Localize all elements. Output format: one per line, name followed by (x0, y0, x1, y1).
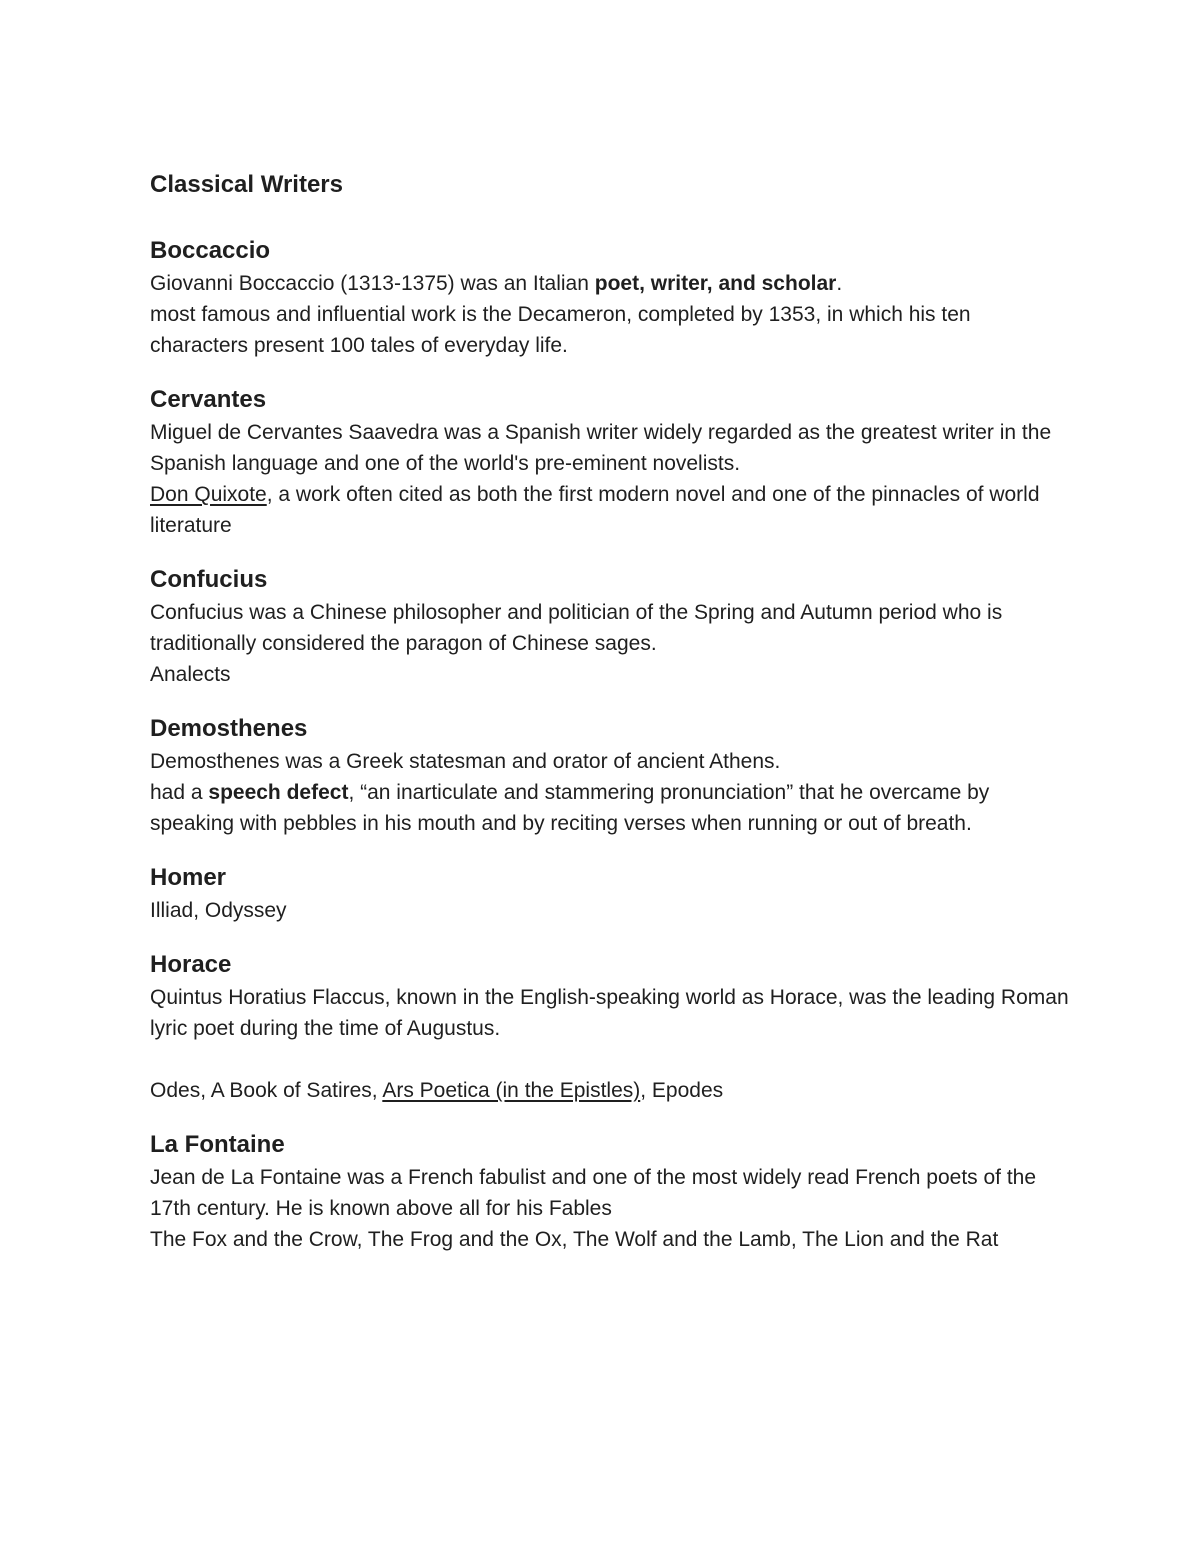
section-paragraph (150, 268, 1070, 299)
section-demosthenes (150, 712, 1070, 839)
section-paragraph: Confucius was a Chinese philosopher and politician of the Spring and Autumn period who is traditionally considered the paragon of Chinese sages. (150, 601, 1003, 655)
section-paragraph: Analects (150, 663, 231, 686)
section-paragraph: Demosthenes was a Greek statesman and orator of ancient Athens. (150, 750, 781, 773)
ars-poetica-link[interactable]: Ars Poetica (in the Epistles) (382, 1079, 641, 1102)
don-quixote-link[interactable]: Don Quixote (150, 483, 267, 506)
section-paragraph: The Fox and the Crow, The Frog and the Ox, The Wolf and the Lamb, The Lion and the Rat (150, 1228, 999, 1251)
text-run: , Epodes (640, 1079, 724, 1102)
blank-line (150, 1044, 1070, 1075)
section-paragraph: Quintus Horatius Flaccus, known in the English-speaking world as Horace, was the leading Roman lyric poet during the time of Augustus. (150, 986, 1069, 1040)
section-paragraph: Illiad, Odyssey (150, 899, 287, 922)
section-horace (150, 948, 1070, 1106)
section-paragraph: Jean de La Fontaine was a French fabulist and one of the most widely read French poets of the 17th century. He is known above all for his Fables (150, 1166, 1037, 1220)
page-title: Classical Writers (150, 171, 343, 198)
section-heading: Homer (150, 864, 227, 891)
text-run: , “an inarticulate and stammering pronunciation” that he overcame by speaking with pebbles in his mouth and by reciting verses when running or out of breath. (150, 781, 990, 835)
section-heading: Demosthenes (150, 715, 308, 742)
section-heading: Confucius (150, 566, 268, 593)
text-run: Odes, A Book of Satires, (150, 1079, 383, 1102)
text-run: had a (150, 781, 209, 804)
section-paragraph: most famous and influential work is the Decameron, completed by 1353, in which his ten characters present 100 tales of everyday life. (150, 303, 971, 357)
section-boccaccio (150, 234, 1070, 361)
section-paragraph (150, 1075, 1070, 1106)
section-la-fontaine (150, 1128, 1070, 1255)
section-paragraph: Miguel de Cervantes Saavedra was a Spanish writer widely regarded as the greatest writer in the Spanish language and one of the world's pre-eminent novelists. (150, 421, 1052, 475)
bold-text: poet, writer, and scholar (594, 272, 837, 295)
section-heading: Horace (150, 951, 232, 978)
bold-text: speech defect (208, 781, 349, 804)
section-heading: Boccaccio (150, 237, 271, 264)
section-confucius (150, 563, 1070, 690)
section-paragraph (150, 479, 1070, 541)
section-paragraph (150, 777, 1070, 839)
text-run: , a work often cited as both the first modern novel and one of the pinnacles of world literature (150, 483, 1040, 537)
text-run: . (836, 272, 843, 295)
section-heading: La Fontaine (150, 1131, 285, 1158)
section-homer (150, 861, 1070, 926)
text-run: Giovanni Boccaccio (1313-1375) was an Italian (150, 272, 595, 295)
document-page (150, 168, 1070, 1277)
section-cervantes (150, 383, 1070, 541)
section-heading: Cervantes (150, 386, 267, 413)
